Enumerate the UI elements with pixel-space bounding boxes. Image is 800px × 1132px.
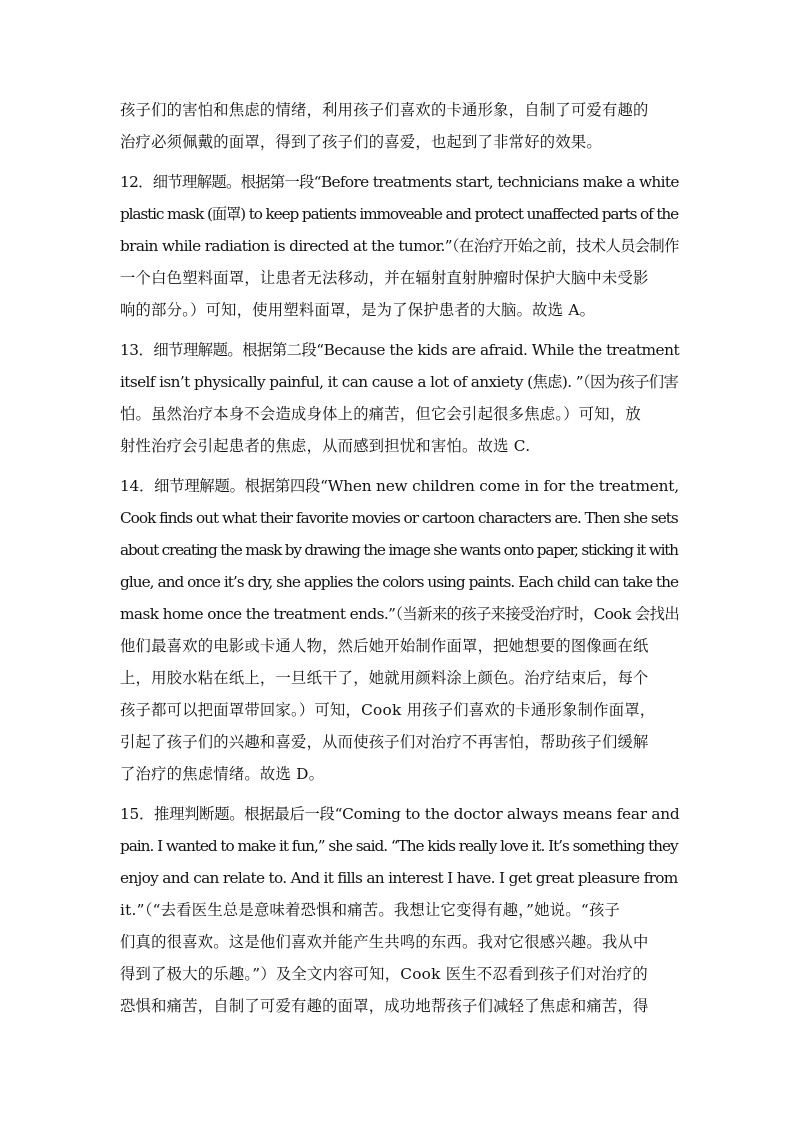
text-line: 孩子们的害怕和焦虑的情绪，利用孩子们喜欢的卡通形象，自制了可爱有趣的 <box>120 101 649 119</box>
text-line: 响的部分。）可知，使用塑料面罩，是为了保护患者的大脑。故选 A。 <box>120 301 596 319</box>
text-line: 治疗必须佩戴的面罩，得到了孩子们的喜爱，也起到了非常好的效果。 <box>120 133 602 151</box>
paragraph-intro <box>120 94 682 158</box>
text-line: 怕。虽然治疗本身不会造成身体上的痛苦，但它会引起很多焦虑。）可知，放 <box>120 405 641 423</box>
paragraph-answer-12 <box>120 166 682 326</box>
text-line: enjoy and can relate to. And it fills an interest I have. I get great pleasure from <box>120 869 678 887</box>
text-line: Cook finds out what their favorite movies or cartoon characters are. Then she sets <box>120 509 678 527</box>
paragraph-answer-15 <box>120 798 682 1022</box>
text-line: pain. I wanted to make it fun,” she said. “The kids really love it. It’s something they <box>120 837 678 855</box>
text-line: 了治疗的焦虑情绪。故选 D。 <box>120 765 325 783</box>
text-line: 12．细节理解题。根据第一段“Before treatments start, technicians make a white <box>120 173 679 191</box>
text-line: 15．推理判断题。根据最后一段“Coming to the doctor always means fear and <box>120 805 680 823</box>
text-line: 得到了极大的乐趣。”）及全文内容可知，Cook 医生不忍看到孩子们对治疗的 <box>120 965 648 983</box>
text-line: plastic mask (面罩) to keep patients immoveable and protect unaffected parts of the <box>120 205 679 223</box>
text-line: glue, and once it’s dry, she applies the colors using paints. Each child can take the <box>120 573 679 591</box>
text-line: 们真的很喜欢。这是他们喜欢并能产生共鸣的东西。我对它很感兴趣。我从中 <box>120 933 649 951</box>
text-line: 引起了孩子们的兴趣和喜爱，从而使孩子们对治疗不再害怕，帮助孩子们缓解 <box>120 733 649 751</box>
paragraph-answer-14 <box>120 470 682 790</box>
text-line: 一个白色塑料面罩，让患者无法移动，并在辐射直射肿瘤时保护大脑中未受影 <box>120 269 649 287</box>
text-line: about creating the mask by drawing the image she wants onto paper, sticking it with <box>120 541 678 559</box>
text-line: brain while radiation is directed at the tumor.”（在治疗开始之前，技术人员会制作 <box>120 237 679 255</box>
document-body <box>120 94 682 1022</box>
text-line: 他们最喜欢的电影或卡通人物，然后她开始制作面罩，把她想要的图像画在纸 <box>120 637 649 655</box>
text-line: 上，用胶水粘在纸上，一旦纸干了，她就用颜料涂上颜色。治疗结束后，每个 <box>120 669 649 687</box>
paragraph-answer-13 <box>120 334 682 462</box>
text-line: 13．细节理解题。根据第二段“Because the kids are afraid. While the treatment <box>120 341 680 359</box>
text-line: it.”（“去看医生总是意味着恐惧和痛苦。我想让它变得有趣，”她说。“孩子 <box>120 901 621 919</box>
text-line: 孩子都可以把面罩带回家。）可知，Cook 用孩子们喜欢的卡通形象制作面罩， <box>120 701 656 719</box>
text-line: 恐惧和痛苦，自制了可爱有趣的面罩，成功地帮孩子们减轻了焦虑和痛苦，得 <box>120 997 649 1015</box>
text-line: mask home once the treatment ends.”（当新来的孩子来接受治疗时，Cook 会找出 <box>120 605 680 623</box>
text-line: 射性治疗会引起患者的焦虑，从而感到担忧和害怕。故选 C. <box>120 437 531 455</box>
text-line: itself isn’t physically painful, it can cause a lot of anxiety (焦虑). ”（因为孩子们害 <box>120 373 679 391</box>
text-line: 14．细节理解题。根据第四段“When new children come in for the treatment, <box>120 477 679 495</box>
